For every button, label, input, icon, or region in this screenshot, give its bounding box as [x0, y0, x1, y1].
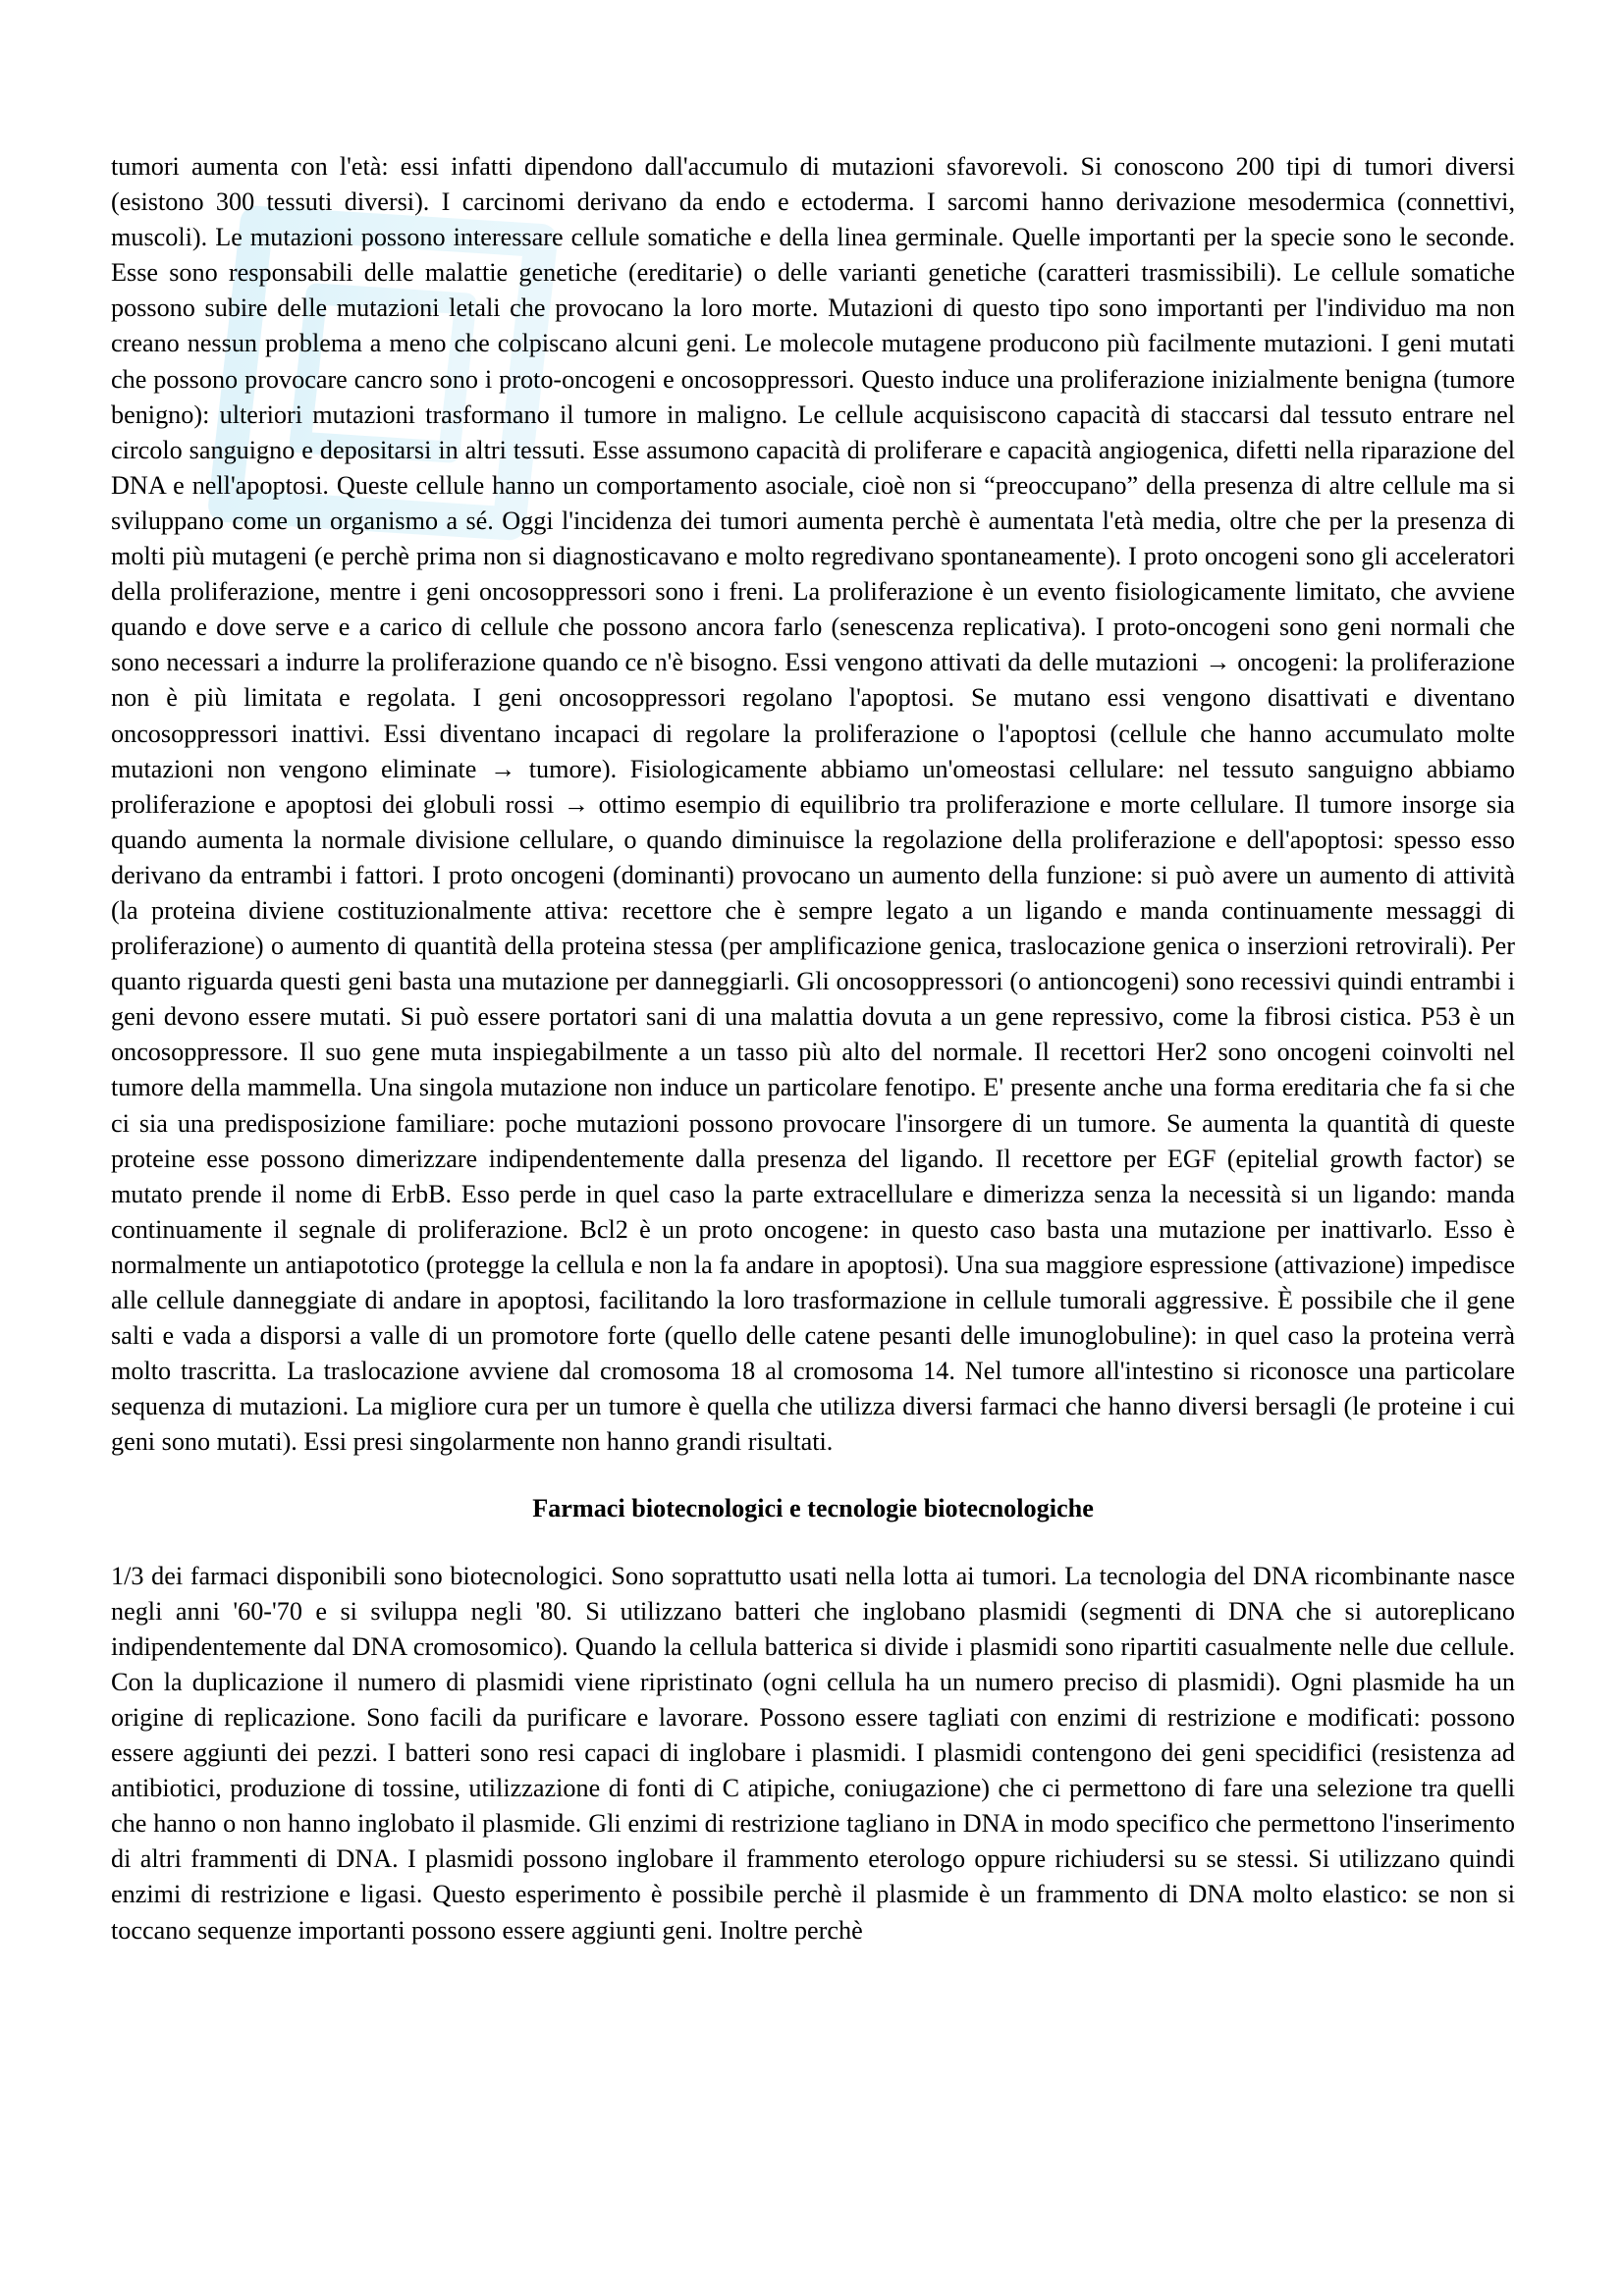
document-body [111, 149, 1515, 1949]
body-paragraph: 1/3 dei farmaci disponibili sono biotecnologici. Sono soprattutto usati nella lotta ai tumori. La tecnologia del DNA ricombinante nasce negli anni '60-'70 e si sviluppa negli '80. Si utilizzano batteri che inglobano plasmidi (segmenti di DNA che si autoreplicano indipendentemente dal DNA cromosomico). Quando la cellula batterica si divide i plasmidi sono ripartiti casualmente nelle due cellule. Con la duplicazione il numero di plasmidi viene ripristinato (ogni cellula ha un numero preciso di plasmidi). Ogni plasmide ha un origine di replicazione. Sono facili da purificare e lavorare. Possono essere tagliati con enzimi di restrizione e modificati: possono essere aggiunti dei pezzi. I batteri sono resi capaci di inglobare i plasmidi. I plasmidi contengono dei geni specidifici (resistenza ad antibiotici, produzione di tossine, utilizzazione di fonti di C atipiche, coniugazione) che ci permettono di fare una selezione tra quelli che hanno o non hanno inglobato il plasmide. Gli enzimi di restrizione tagliano in DNA in modo specifico che permettono l'inserimento di altri frammenti di DNA. I plasmidi possono inglobare il frammento eterologo oppure richiudersi su se stessi. Si utilizzano quindi enzimi di restrizione e ligasi. Questo esperimento è possibile perchè il plasmide è un frammento di DNA molto elastico: se non si toccano sequenze importanti possono essere aggiunti geni. Inoltre perchè [111, 1561, 1515, 1945]
section-heading: Farmaci biotecnologici e tecnologie biotecnologiche [532, 1494, 1094, 1523]
body-paragraph: tumori aumenta con l'età: essi infatti dipendono dall'accumulo di mutazioni sfavorevoli. Si conoscono 200 tipi di tumori diversi (esistono 300 tessuti diversi). I carcinomi derivano da endo e ectoderma. I sarcomi hanno derivazione mesodermica (connettivi, muscoli). Le mutazioni possono interessare cellule somatiche e della linea germinale. Quelle importanti per la specie sono le seconde. Esse sono responsabili delle malattie genetiche (ereditarie) o delle varianti genetiche (caratteri trasmissibili). Le cellule somatiche possono subire delle mutazioni letali che provocano la loro morte. Mutazioni di questo tipo sono importanti per l'individuo ma non creano nessun problema a meno che colpiscano alcuni geni. Le molecole mutagene producono più facilmente mutazioni. I geni mutati che possono provocare cancro sono i proto-oncogeni e oncosoppressori. Questo induce una proliferazione inizialmente benigna (tumore benigno): ulteriori mutazioni trasformano il tumore in maligno. Le cellule acquisiscono capacità di staccarsi dal tessuto entrare nel circolo sanguigno e depositarsi in altri tessuti. Esse assumono capacità di proliferare e capacità angiogenica, difetti nella riparazione del DNA e nell'apoptosi. Queste cellule hanno un comportamento asociale, cioè non si “preoccupano” della presenza di altre cellule ma si sviluppano come un organismo a sé. Oggi l'incidenza dei tumori aumenta perchè è aumentata l'età media, oltre che per la presenza di molti più mutageni (e perchè prima non si diagnosticavano e molto regredivano spontaneamente). I proto oncogeni sono gli acceleratori della proliferazione, mentre i geni oncosoppressori sono i freni. La proliferazione è un evento fisiologicamente limitato, che avviene quando e dove serve e a carico di cellule che possono ancora farlo (senescenza replicativa). I proto-oncogeni sono geni normali che sono necessari a indurre la proliferazione quando ce n'è bisogno. Essi vengono attivati da delle mutazioni → oncogeni: la proliferazione non è più limitata e regolata. I geni oncosoppressori regolano l'apoptosi. Se mutano essi vengono disattivati e diventano oncosoppressori inattivi. Essi diventano incapaci di regolare la proliferazione o l'apoptosi (cellule che hanno accumulato molte mutazioni non vengono eliminate → tumore). Fisiologicamente abbiamo un'omeostasi cellulare: nel tessuto sanguigno abbiamo proliferazione e apoptosi dei globuli rossi → ottimo esempio di equilibrio tra proliferazione e morte cellulare. Il tumore insorge sia quando aumenta la normale divisione cellulare, o quando diminuisce la regolazione della proliferazione e dell'apoptosi: spesso esso derivano da entrambi i fattori. I proto oncogeni (dominanti) provocano un aumento della funzione: si può avere un aumento di attività (la proteina diviene costituzionalmente attiva: recettore che è sempre legato a un ligando e manda continuamente messaggi di proliferazione) o aumento di quantità della proteina stessa (per amplificazione genica, traslocazione genica o inserzioni retrovirali). Per quanto riguarda questi geni basta una mutazione per danneggiarli. Gli oncosoppressori (o antioncogeni) sono recessivi quindi entrambi i geni devono essere mutati. Si può essere portatori sani di una malattia dovuta a un gene repressivo, come la fibrosi cistica. P53 è un oncosoppressore. Il suo gene muta inspiegabilmente a un tasso più alto del normale. Il recettori Her2 sono oncogeni coinvolti nel tumore della mammella. Una singola mutazione non induce un particolare fenotipo. E' presente anche una forma ereditaria che fa si che ci sia una predisposizione familiare: poche mutazioni possono provocare l'insorgere di un tumore. Se aumenta la quantità di queste proteine esse possono dimerizzare indipendentemente dalla presenza del ligando. Il recettore per EGF (epitelial growth factor) se mutato prende il nome di ErbB. Esso perde in quel caso la parte extracellulare e dimerizza senza la necessità si un ligando: manda continuamente il segnale di proliferazione. Bcl2 è un proto oncogene: in questo caso basta una mutazione per inattivarlo. Esso è normalmente un antiapototico (protegge la cellula e non la fa andare in apoptosi). Una sua maggiore espressione (attivazione) impedisce alle cellule danneggiate di andare in apoptosi, facilitando la loro trasformazione in cellule tumorali aggressive. È possibile che il gene salti e vada a disporsi a valle di un promotore forte (quello delle catene pesanti delle imunoglobuline): in quel caso la proteina verrà molto trascritta. La traslocazione avviene dal cromosoma 18 al cromosoma 14. Nel tumore all'intestino si riconosce una particolare sequenza di mutazioni. La migliore cura per un tumore è quella che utilizza diversi farmaci che hanno diversi bersagli (le proteine i cui geni sono mutati). Essi presi singolarmente non hanno grandi risultati. [111, 152, 1515, 1457]
